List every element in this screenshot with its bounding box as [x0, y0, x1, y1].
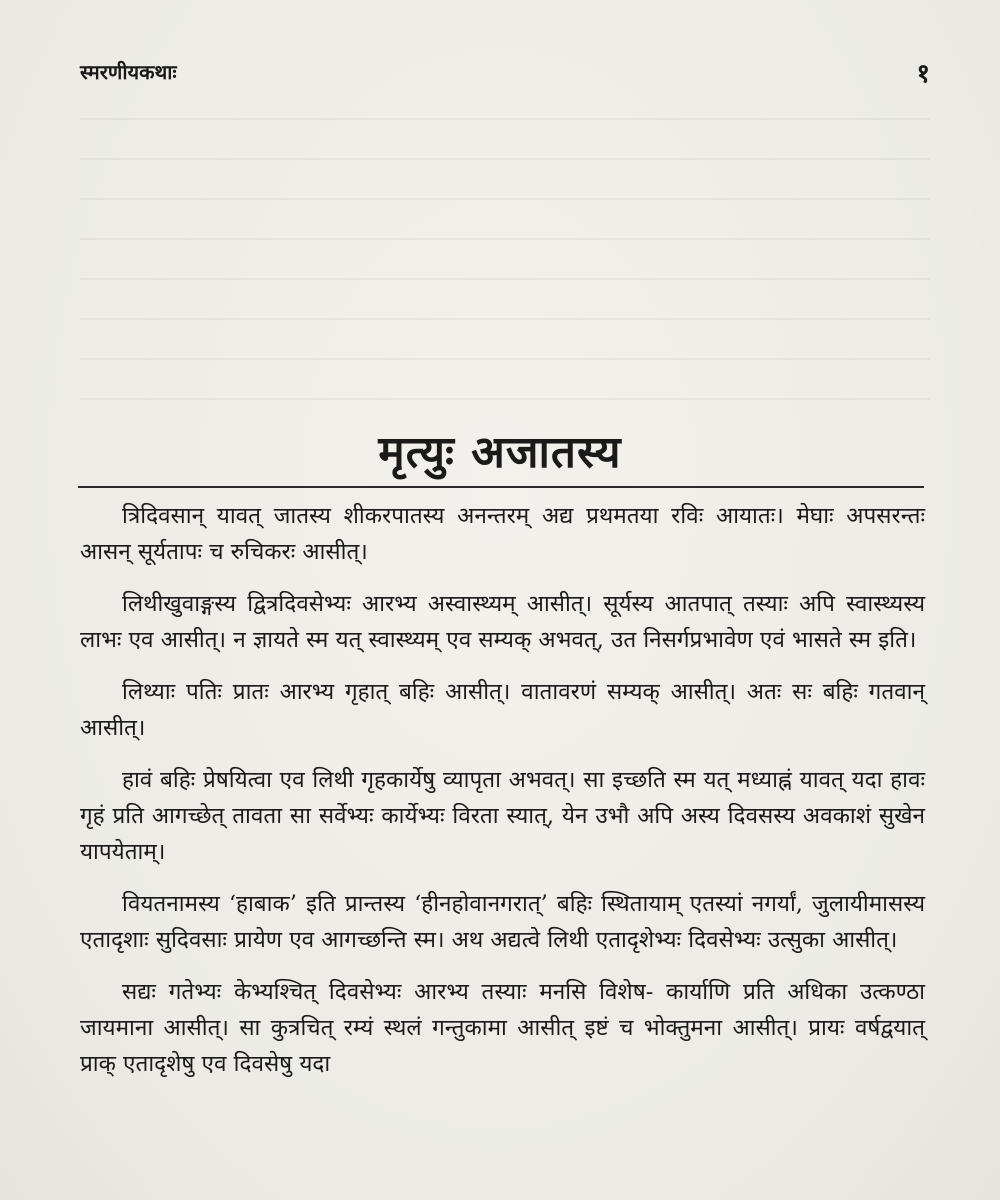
- story-body: [80, 498, 925, 1098]
- bleed-through-line: [80, 318, 930, 320]
- bleed-through-line: [80, 278, 930, 280]
- running-head: [80, 58, 930, 88]
- title-underline: [78, 486, 924, 488]
- paragraph: सद्यः गतेभ्यः केभ्यश्चित् दिवसेभ्यः आरभ्य तस्याः मनसि विशेष- कार्याणि प्रति अधिका उत्कण्ठा जायमाना आसीत्। सा कुत्रचित् रम्यं स्थलं गन्तुकामा आसीत् इष्टं च भोक्तुमना आसीत्। प्रायः वर्षद्वयात् प्राक् एतादृशेषु एव दिवसेषु यदा: [80, 979, 925, 1077]
- bleed-through-line: [80, 198, 930, 200]
- paragraph: लिथ्याः पतिः प्रातः आरभ्य गृहात् बहिः आसीत्। वातावरणं सम्यक् आसीत्। अतः सः बहिः गतवान् आसीत्।: [80, 679, 925, 741]
- page-number: १: [916, 59, 930, 89]
- paragraph: हावं बहिः प्रेषयित्वा एव लिथी गृहकार्येषु व्यापृता अभवत्। सा इच्छति स्म यत् मध्याह्नं यावत् यदा हावः गृहं प्रति आगच्छेत् तावता सा सर्वेभ्यः कार्येभ्यः विरता स्यात्, येन उभौ अपि अस्य दिवसस्य अवकाशं सुखेन यापयेताम्।: [80, 767, 925, 865]
- bleed-through-line: [80, 158, 930, 160]
- chapter-title: मृत्युः अजातस्य: [378, 427, 622, 478]
- bleed-through-line: [80, 398, 930, 400]
- bleed-through-line: [80, 358, 930, 360]
- running-head-title: स्मरणीयकथाः: [80, 60, 177, 84]
- bleed-through-line: [80, 118, 930, 120]
- bleed-through-line: [80, 238, 930, 240]
- paragraph: त्रिदिवसान् यावत् जातस्य शीकरपातस्य अनन्तरम् अद्य प्रथमतया रविः आयातः। मेघाः अपसरन्तः आसन् सूर्यतापः च रुचिकरः आसीत्।: [80, 503, 925, 565]
- paragraph: लिथीखुवाङ्गस्य द्वित्रदिवसेभ्यः आरभ्य अस्वास्थ्यम् आसीत्। सूर्यस्य आतपात् तस्याः अपि स्वास्थ्यस्य लाभः एव आसीत्। न ज्ञायते स्म यत् स्वास्थ्यम् एव सम्यक् अभवत्, उत निसर्गप्रभावेण एवं भासते स्म इति।: [80, 591, 925, 653]
- paragraph: वियतनामस्य ‘हाबाक’ इति प्रान्तस्य ‘हीनहोवानगरात्’ बहिः स्थितायाम् एतस्यां नगर्यां, जुलायीमासस्य एतादृशाः सुदिवसाः प्रायेण एव आगच्छन्ति स्म। अथ अद्यत्वे लिथी एतादृशेभ्यः दिवसेभ्यः उत्सुका आसीत्।: [80, 891, 925, 953]
